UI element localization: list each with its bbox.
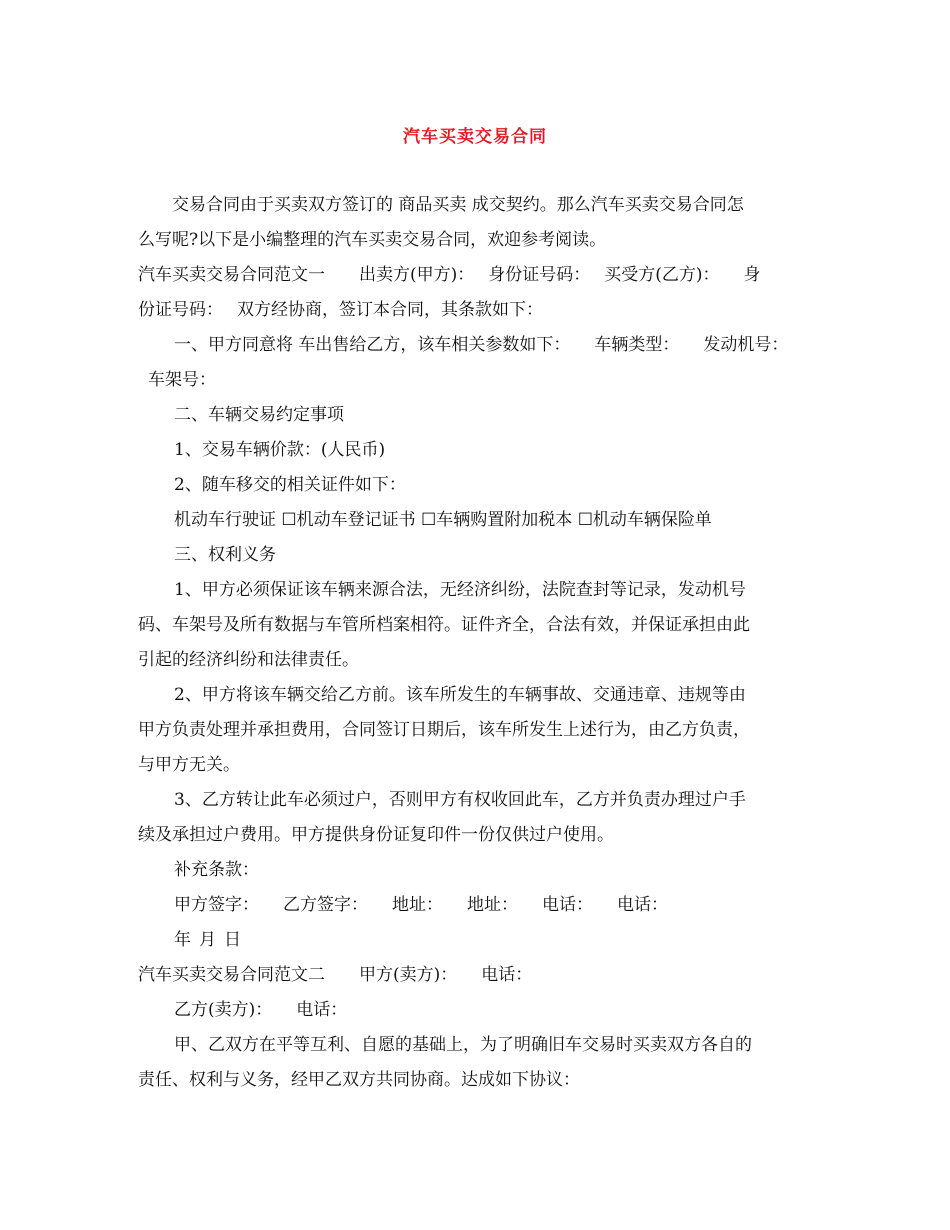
sample2-party-b-line [138, 993, 818, 1028]
agreement-line-1: 甲、乙双方在平等互利、自愿的基础上，为了明确旧车交易时买卖双方各自的 [174, 1035, 752, 1055]
party-b-tel-label: 电话： [296, 1000, 348, 1020]
engine-no-label: 发动机号： [703, 335, 789, 355]
address-b-label: 地址： [467, 895, 518, 915]
clause1-line-1 [138, 328, 818, 363]
party-a-label: 甲方(卖方)： [359, 965, 458, 985]
duty1-line-3: 引起的经济纠纷和法律责任。 [138, 650, 359, 670]
buyer-label: 买受方(乙方)： [604, 265, 720, 285]
duty2-line-2: 甲方负责处理并承担费用，合同签订日期后，该车所发生上述行为，由乙方负责， [138, 720, 750, 740]
seller-id-label: 身份证号码： [488, 265, 591, 285]
document-title: 汽车买卖交易合同 [403, 127, 547, 147]
party-a-tel-label: 电话： [481, 965, 533, 985]
documents-line: 2、随车移交的相关证件如下： [174, 475, 406, 495]
duty2-line-1: 2、甲方将该车辆交给乙方前。该车所发生的车辆事故、交通违章、违规等由 [174, 685, 746, 705]
frame-no-label: 车架号： [148, 370, 216, 390]
section2-heading: 二、车辆交易约定事项 [174, 405, 344, 425]
buyer-id-wrap-start: 身 [743, 265, 761, 285]
sample2-header-line [138, 958, 818, 993]
document-body [138, 188, 818, 1098]
clause1-line-2 [138, 363, 818, 398]
sign-b-label: 乙方签字： [283, 895, 368, 915]
supplement-heading: 补充条款： [174, 860, 259, 880]
date-month: 月 [199, 930, 216, 950]
tel-b-label: 电话： [617, 895, 668, 915]
intro-line-2: 么写呢?以下是小编整理的汽车买卖交易合同，欢迎参考阅读。 [138, 230, 607, 250]
duty1-line-2: 码、车架号及所有数据与车管所档案相符。证件齐全，合法有效，并保证承担由此 [138, 615, 750, 635]
seller-label: 出卖方(甲方)： [359, 265, 475, 285]
duty1-line-1: 1、甲方必须保证该车辆来源合法，无经济纠纷，法院查封等记录，发动机号 [174, 580, 746, 600]
sample1-header-line [138, 258, 818, 293]
tel-a-label: 电话： [542, 895, 593, 915]
document-checklist: 机动车行驶证 ☐机动车登记证书 ☐车辆购置附加税本 ☐机动车辆保险单 [174, 510, 712, 530]
date-year: 年 [174, 930, 191, 950]
date-line [138, 923, 818, 958]
section3-heading: 三、权利义务 [174, 545, 276, 565]
intro-line-1: 交易合同由于买卖双方签订的 商品买卖 成交契约。那么汽车买卖交易合同怎 [172, 195, 744, 215]
consult-text: 双方经协商，签订本合同，其条款如下： [237, 300, 543, 320]
sample2-heading: 汽车买卖交易合同范文二 [138, 965, 325, 985]
price-line: 1、交易车辆价款：(人民币) [174, 440, 386, 460]
party-b-label: 乙方(卖方)： [174, 1000, 273, 1020]
buyer-id-label: 份证号码： [138, 300, 223, 320]
vehicle-type-label: 车辆类型： [594, 335, 680, 355]
sample1-header-line-2 [138, 293, 818, 328]
duty3-line-2: 续及承担过户费用。甲方提供身份证复印件一份仅供过户使用。 [138, 825, 614, 845]
agreement-line-2: 责任、权利与义务，经甲乙双方共同协商。达成如下协议： [138, 1070, 580, 1090]
signature-line [138, 888, 818, 923]
date-day: 日 [224, 930, 241, 950]
duty3-line-1: 3、乙方转让此车必须过户，否则甲方有权收回此车，乙方并负责办理过户手 [174, 790, 746, 810]
clause1-text: 一、甲方同意将 车出售给乙方，该车相关参数如下： [174, 335, 571, 355]
duty2-line-3: 与甲方无关。 [138, 755, 240, 775]
sign-a-label: 甲方签字： [174, 895, 259, 915]
sample1-heading: 汽车买卖交易合同范文一 [138, 265, 325, 285]
address-a-label: 地址： [392, 895, 443, 915]
